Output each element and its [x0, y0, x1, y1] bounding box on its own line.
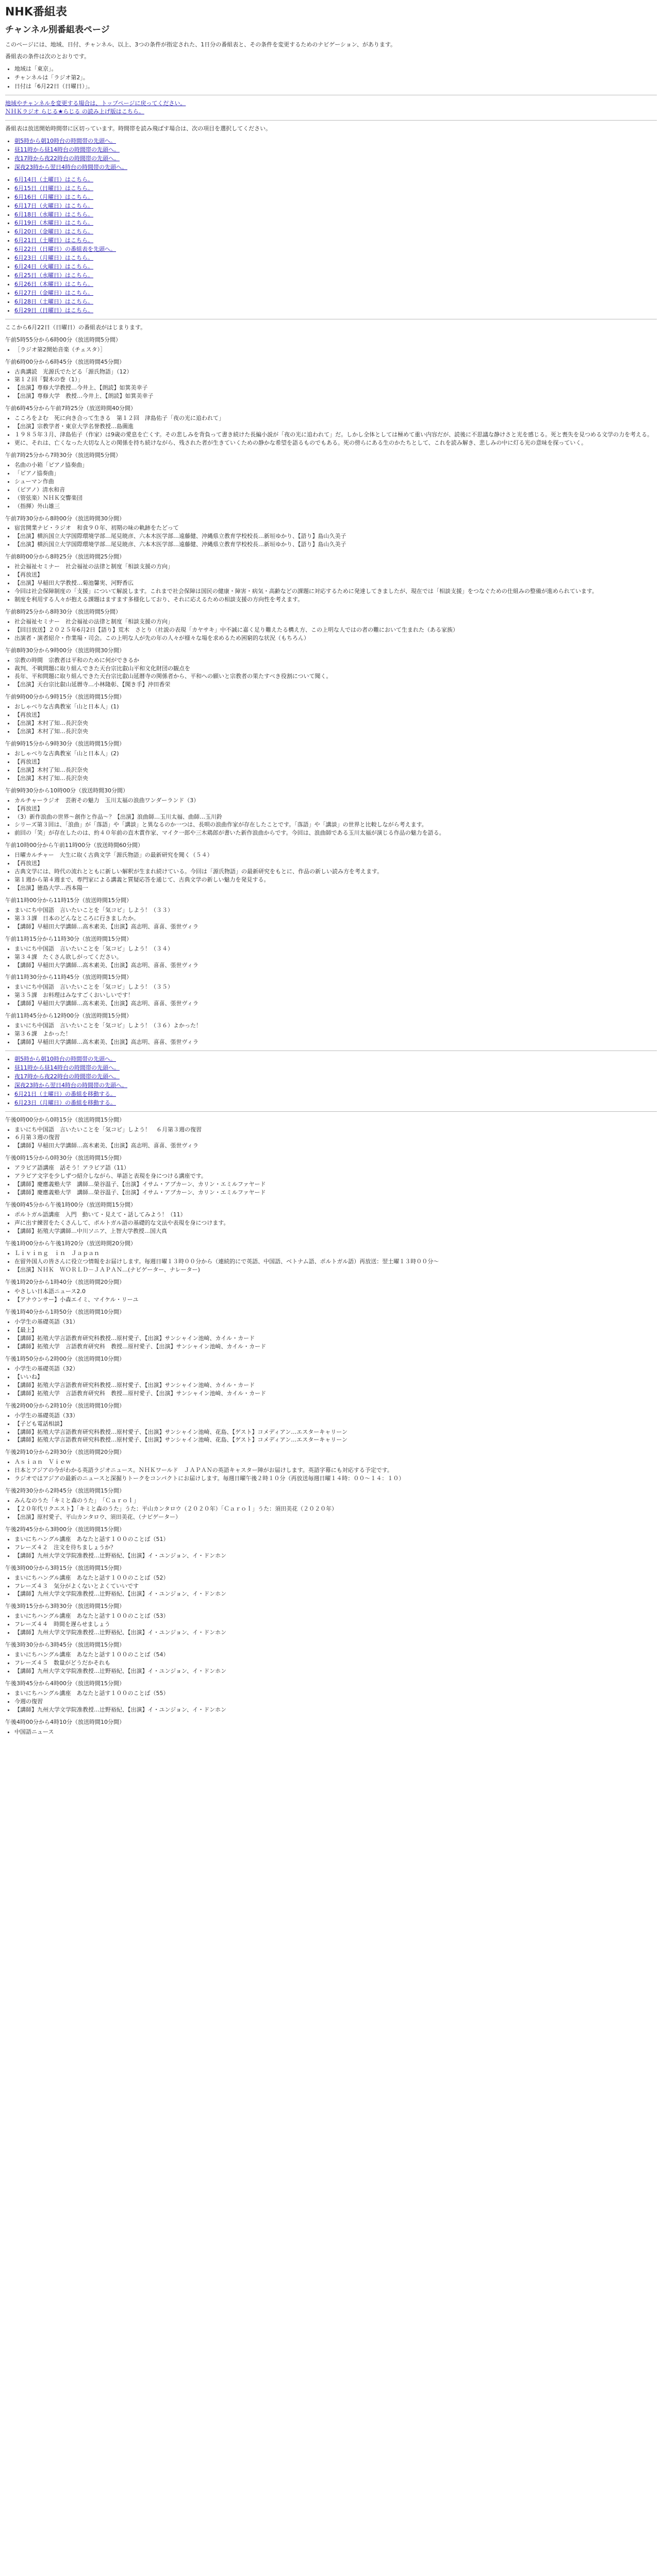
- program-detail-line: • アラビア語講座 話そう！アラビア語（11）: [14, 1164, 657, 1172]
- program-entry: [5, 1448, 657, 1483]
- program-detail-line: • 【講師】九州大学文学院准教授…辻野裕紀、【出演】イ・ユンジョン、イ・ドンホン: [14, 1667, 657, 1675]
- program-detail-line: • 「ピアノ協奏曲」: [14, 469, 657, 478]
- program-detail-line: • 【再放送】: [14, 571, 657, 579]
- program-time: 午前6時45分から午前7時25分（放送時間40分間）: [5, 405, 136, 412]
- program-detail-line: • 【出演】専修大学 教授…今井上、【朗読】如箕美幸子: [14, 392, 657, 400]
- program-time: 午後1時00分から午後1時20分（放送時間20分間）: [5, 1240, 136, 1247]
- program-detail-line: • 【いいね】: [14, 1373, 657, 1381]
- mid-nav-link[interactable]: 深夜23時から翌日4時台の時間帯の先頭へ。: [14, 1081, 127, 1089]
- program-time: 午前9時15分から9時30分（放送時間15分間）: [5, 740, 125, 748]
- program-details: [5, 618, 657, 642]
- program-detail-line: • 【出演】木村了知…長沢奈央: [14, 719, 657, 727]
- date-nav-link[interactable]: 6月27日（金曜日）はこちら。: [14, 289, 93, 296]
- program-details: [5, 1412, 657, 1445]
- program-time: 午前9時00分から9時15分（放送時間15分間）: [5, 693, 125, 701]
- program-detail-line: • 【講師】早稲田大学講師…高木素美、【出演】高志明、喜喜、張世ヴィラ: [14, 1142, 657, 1150]
- program-details: [5, 983, 657, 1008]
- program-time: 午前10時00分から午前11時00分（放送時間60分間）: [5, 842, 143, 849]
- program-entry: [5, 1641, 657, 1675]
- program-time: 午後3時45分から4時00分（放送時間15分間）: [5, 1680, 125, 1687]
- date-nav-item: [14, 184, 657, 193]
- program-detail-line: • 【再放送】: [14, 805, 657, 813]
- program-details: [5, 750, 657, 783]
- program-entry: [5, 1718, 657, 1736]
- program-entry: [5, 896, 657, 931]
- program-detail-line: • 【講師】慶應義塾大学 講師…榮谷温子、【出演】イサム・アブカーン、カリン・エミルファヤード: [14, 1189, 657, 1197]
- program-entry: [5, 787, 657, 838]
- program-details: [5, 1249, 657, 1274]
- mid-nav-item: [14, 1090, 657, 1098]
- program-detail-line: • ポルトガル語講座 入門 動いて・見えて・話してみよう！（11）: [14, 1211, 657, 1219]
- program-details: [5, 1022, 657, 1046]
- program-entry: [5, 1308, 657, 1351]
- program-detail-line: • まいにち中国語 言いたいことを「気コピ」しよう！ ６月第３週の復習: [14, 1126, 657, 1134]
- program-detail-line: • 【出演】早稲田大学教授…菊池馨実、河野香広: [14, 579, 657, 587]
- program-detail-line: • 【最上】: [14, 1326, 657, 1334]
- program-time: 午前11時45分から12時00分（放送時間15分間）: [5, 1012, 132, 1020]
- date-nav-link[interactable]: 6月19日（木曜日）はこちら。: [14, 219, 93, 227]
- program-detail-line: • 裁判、不戦問題に取り組んできた天台宗比叡山平和文化財団の観点を: [14, 665, 657, 673]
- program-time: 午後3時00分から3時15分（放送時間15分間）: [5, 1564, 125, 1571]
- program-time: 午後2時00分から2時10分（放送時間10分間）: [5, 1402, 125, 1409]
- date-nav-link[interactable]: 6月14日（土曜日）はこちら。: [14, 176, 93, 183]
- program-detail-line: • 古典講読 光源氏でたどる「源氏物語」（12）: [14, 368, 657, 376]
- program-time: 午後4時00分から4時10分（放送時間10分間）: [5, 1718, 125, 1725]
- program-detail-line: • ［ラジオ第2開始音楽（チェスタ）］: [14, 346, 657, 354]
- program-detail-line: • まいにち中国語 言いたいことを「気コピ」しよう！（３５）: [14, 983, 657, 991]
- program-detail-line: • 【出演】ＮＨＫ ＷＯＲＬＤ－ＪＡＰＡＮ…(ナビゲーター、ナレーター): [14, 1266, 657, 1274]
- program-time: 午前6時00分から6時45分（放送時間45分間）: [5, 358, 125, 365]
- program-details: [5, 1287, 657, 1304]
- date-nav-item: [14, 289, 657, 297]
- program-detail-line: • 在留外国人の皆さんに役立つ情報をお届けします。毎週日曜１３時００分から（連続的にで英語、中国語、ベトナム語、ポルトガル語）再放送：翌土曜１３時００分〜: [14, 1258, 657, 1266]
- program-detail-line: • 【講師】九州大学文学院准教授…辻野裕紀、【出演】イ・ユンジョン、イ・ドンホン: [14, 1590, 657, 1598]
- program-detail-line: • フレーズ４３ 気分がよくないとよくていいです: [14, 1582, 657, 1590]
- program-detail-line: • ６月第３週の復習: [14, 1133, 657, 1142]
- program-details: [5, 1612, 657, 1637]
- date-nav-link[interactable]: 6月22日（日曜日）の番組表を先頭へ。: [14, 246, 116, 253]
- program-detail-line: • 【講師】九州大学文学院准教授…辻野裕紀、【出演】イ・ユンジョン、イ・ドンホン: [14, 1629, 657, 1637]
- program-detail-line: • フレーズ４２ 注文を待ちましょうか？: [14, 1544, 657, 1552]
- program-detail-line: • 【２０年代リクエスト】「キミと森のうた」うた：平山カンタロウ（２０２０年）「Ｃａｒｏｌ」うた：須田美花（２０２０年）: [14, 1505, 657, 1513]
- program-time: 午前8時00分から8時25分（放送時間25分間）: [5, 553, 125, 561]
- program-detail-line: • 【出演】木村了知…長沢奈央: [14, 727, 657, 736]
- page-description: このページには、地域、日付、チャンネル、以上、3つの条件が指定された、1日分の番組表と、その条件を変更するためのナビゲーション、があります。: [5, 41, 396, 48]
- program-details: [5, 945, 657, 970]
- program-detail-line: • （管弦楽）ＮＨＫ交響楽団: [14, 494, 657, 502]
- program-detail-line: • アラビア文字を少しずつ紹介しながら、単語と表現を身につける講座です。: [14, 1172, 657, 1180]
- program-detail-line: • 【出演】横浜国立大学国際環境学部…尾見暁彦、六本木医学部…遠藤健、沖縄県立教育学校校長…新垣ゆかり、【語り】島山久美子: [14, 540, 657, 549]
- program-time: 午前11時00分から11時15分（放送時間15分間）: [5, 896, 132, 904]
- program-entry: [5, 404, 657, 447]
- program-detail-line: • 第３３課 日本のどんなところに行きましたか。: [14, 914, 657, 923]
- program-detail-line: • 【講師】慶應義塾大学 講師…榮谷温子、【出演】イサム・アブカーン、カリン・エミルファヤード: [14, 1180, 657, 1189]
- mid-nav-link[interactable]: 朝5時から朝10時台の時間帯の先頭へ。: [14, 1055, 116, 1062]
- program-detail-line: • 【出演】原村愛子、平山カンタロウ、須田美花、（ナビゲーター）: [14, 1513, 657, 1521]
- date-nav-link[interactable]: 6月21日（土曜日）はこちら。: [14, 237, 93, 244]
- back-to-top-link[interactable]: 地域やチャンネルを変更する場合は、トップページに戻ってください。: [5, 100, 186, 107]
- program-detail-line: • 【回目放送】２０２５年6月2日【語り】荒木 さとり（社説の表現「カヤサキ」中不誠に嘉く足り難えたる構え方、この上明な人ではの者の難において生まれた（ある家族）: [14, 626, 657, 634]
- program-detail-line: • 【アナウンサー】小森エイミ、マイケル・リーユ: [14, 1296, 657, 1304]
- mid-nav-list: [5, 1055, 657, 1107]
- date-nav-item: [14, 280, 657, 289]
- program-entry: [5, 1116, 657, 1150]
- program-detail-line: • まいにちハングル講座 あなたと話す１００のことば（53）: [14, 1612, 657, 1620]
- mid-nav-link[interactable]: 6月21日（土曜日）の番組を移動する。: [14, 1090, 116, 1097]
- program-entry: [5, 1240, 657, 1274]
- date-nav-link[interactable]: 6月18日（水曜日）はこちら。: [14, 211, 93, 218]
- program-detail-line: • フレーズ４５ 数量がどうだかそれも: [14, 1659, 657, 1667]
- program-detail-line: • 宗教の時間 宗教者は平和のために何ができるか: [14, 656, 657, 665]
- date-nav-link[interactable]: 6月28日（土曜日）はこちら。: [14, 298, 93, 305]
- date-nav-link[interactable]: 6月20日（金曜日）はこちら。: [14, 228, 93, 235]
- program-entry: [5, 1012, 657, 1046]
- program-time: 午後0時00分から0時15分（放送時間15分間）: [5, 1116, 125, 1123]
- divider: [5, 120, 657, 121]
- divider: [5, 1050, 657, 1051]
- conditions-intro: 番組表の条件は次のとおりです。: [5, 53, 90, 60]
- program-detail-line: • （ピアノ）清水和音: [14, 486, 657, 494]
- program-detail-line: • 出演者・演者紹介・作業場・司会。この上明な人が先の年の人々が様々な場を求めるため困窮的な状況（もちろん）: [14, 634, 657, 642]
- top-links: [5, 99, 657, 116]
- date-nav-item: [14, 263, 657, 271]
- date-nav-item: [14, 254, 657, 262]
- date-nav-item: [14, 307, 657, 315]
- program-list-afternoon: [5, 1116, 657, 1736]
- program-detail-line: • 古典文学には、時代の流れとともに新しい解釈が生まれ続けている。今回は「源氏物語」の最新研究をもとに、作品の新しい読み方を考えます。: [14, 868, 657, 876]
- program-time: 午前11時15分から11時30分（放送時間15分間）: [5, 935, 132, 942]
- program-entry: [5, 515, 657, 549]
- program-detail-line: • Ｌｉｖｉｎｇ ｉｎ Ｊａｐａｎ: [14, 1249, 657, 1258]
- program-detail-line: • 宿営開業ナビ・ラジオ 和食９０年、初期の味の軌跡をたどって: [14, 524, 657, 532]
- program-details: [5, 368, 657, 401]
- program-time: 午後3時15分から3時30分（放送時間15分間）: [5, 1603, 125, 1610]
- date-nav-item: [14, 211, 657, 219]
- program-detail-line: • フレーズ４４ 時間を遅らせましょう: [14, 1620, 657, 1629]
- program-entry: [5, 553, 657, 604]
- program-time: 午後2時45分から3時00分（放送時間15分間）: [5, 1526, 125, 1533]
- program-time: 午後1時50分から2時00分（放送時間10分間）: [5, 1355, 125, 1363]
- program-entry: [5, 1154, 657, 1197]
- program-detail-line: • やさしい日本語ニュース2.0: [14, 1287, 657, 1296]
- program-entry: [5, 1355, 657, 1398]
- program-details: [5, 1318, 657, 1351]
- time-nav-list: [5, 137, 657, 172]
- program-entry: [5, 1564, 657, 1599]
- conditions-list: [5, 65, 657, 91]
- program-details: [5, 796, 657, 838]
- program-detail-line: • 更に、それは、亡くなった大切な人との関係を持ち続けながら、残された者が生きていくための静かな希望を語るものでもある。死の傍らにある生のかたちとして、これを読み解き、悲しみの中に灯る光の意味を探っていく。: [14, 439, 657, 447]
- mid-nav-item: [14, 1064, 657, 1072]
- program-entry: [5, 451, 657, 511]
- program-detail-line: • 【出演】専修大学教授…今井上、【朗読】如箕美幸子: [14, 384, 657, 392]
- program-detail-line: • まいにち中国語 言いたいことを「気コピ」しよう！（３６）よかった！: [14, 1022, 657, 1030]
- program-detail-line: • 今回は社会保障制度の「支援」について解説します。これまで社会保障は国民の健康・障害・病気・高齢などの課題に対応するために発達してきましたが、現在では「相談支援」をつなぐための仕組みの整備が進められています。: [14, 587, 657, 596]
- program-time: 午前11時30分から11時45分（放送時間15分間）: [5, 974, 132, 981]
- mid-nav-link[interactable]: 6月23日（月曜日）の番組を移動する。: [14, 1099, 116, 1106]
- program-entry: [5, 841, 657, 892]
- program-detail-line: • 日曜カルチャー 大生に取く古典文学「源氏物語」の最新研究を聞く（５４）: [14, 851, 657, 859]
- divider: [5, 1111, 657, 1112]
- program-detail-line: • まいにちハングル講座 あなたと話す１００のことば（51）: [14, 1535, 657, 1544]
- program-detail-line: • 前回の「笑」が存在したのは、約４０年前の直木賞作家、マイク一郎や三木鶏郎が書いた新作浪曲からです。今回は、浪曲師である玉川太福が演じる作品の魅力を語る。: [14, 829, 657, 837]
- program-detail-line: • 【講師】早稲田大学講師…高木素美、【出演】高志明、喜喜、張世ヴィラ: [14, 923, 657, 931]
- program-entry: [5, 973, 657, 1008]
- mid-nav-item: [14, 1073, 657, 1081]
- program-detail-line: • 社会福祉セミナー 社会福祉の法律と制度「相談支援の方向」: [14, 563, 657, 571]
- program-detail-line: • 第３５課 お料理はみなすごくおいしいです！: [14, 991, 657, 999]
- program-detail-line: • 【再放送】: [14, 859, 657, 868]
- program-detail-line: • Ａｓｉａｎ Ｖｉｅｗ: [14, 1458, 657, 1466]
- date-nav-item: [14, 236, 657, 245]
- program-detail-line: • 小学生の基礎英語（32）: [14, 1365, 657, 1373]
- program-entry: [5, 608, 657, 642]
- program-entry: [5, 693, 657, 736]
- radiru-link[interactable]: ＮＨＫラジオ らじる★らじる の読み上げ版はこちら。: [5, 108, 144, 115]
- program-details: [5, 851, 657, 892]
- program-time: 午前9時30分から10時00分（放送時間30分間）: [5, 787, 128, 794]
- program-detail-line: • おしゃべりな古典教室「山と日本人」(1): [14, 703, 657, 711]
- program-detail-line: • 【講師】早稲田大学講師…高木素美、【出演】高志明、喜喜、張世ヴィラ: [14, 999, 657, 1008]
- program-detail-line: • 【再放送】: [14, 758, 657, 766]
- date-nav-link[interactable]: 6月25日（水曜日）はこちら。: [14, 272, 93, 279]
- date-nav-item: [14, 202, 657, 210]
- date-nav-item: [14, 245, 657, 253]
- program-detail-line: • ラジオではアジアの最新のニュースと深掘りトークをコンパクトにお届けします。毎週日曜午後２時１０分（再放送毎週日曜１４時：００〜１４：１０）: [14, 1475, 657, 1483]
- program-detail-line: • 【講師】拓殖大学言語教育研究科教授…原村愛子、【出演】サンシャイン池崎、花島、【ゲスト】コメディアン…エスターキャリーン: [14, 1428, 657, 1436]
- program-details: [5, 703, 657, 736]
- program-detail-line: • みんなのうた「キミと森のうた」 「Ｃａｒｏｌ」: [14, 1497, 657, 1505]
- program-detail-line: • 名曲の小箱「ピアノ協奏曲」: [14, 461, 657, 469]
- program-time: 午後3時30分から3時45分（放送時間15分間）: [5, 1641, 125, 1649]
- date-nav-link[interactable]: 6月17日（火曜日）はこちら。: [14, 202, 93, 209]
- program-detail-line: • まいにち中国語 言いたいことを「気コピ」しよう！（３４）: [14, 945, 657, 953]
- program-entry: [5, 1201, 657, 1235]
- mid-nav-item: [14, 1099, 657, 1107]
- program-detail-line: • 第３６課 よかった！: [14, 1030, 657, 1038]
- program-detail-line: • 社会福祉セミナー 社会福祉の法律と制度「相談支援の方向」: [14, 618, 657, 626]
- program-detail-line: • 【出演】宗教学者・東京大学名誉教授…島薗進: [14, 422, 657, 431]
- program-entry: [5, 1680, 657, 1714]
- time-nav-intro: 番組表は放送開始時間帯に区切っています。時間帯を読み飛ばす場合は、次の項目を選択してください。: [5, 125, 272, 132]
- program-details: [5, 1211, 657, 1235]
- program-detail-line: • 【講師】拓殖大学言語教育研究科教授…原村愛子、【出演】サンシャイン池崎、カイル・カード: [14, 1334, 657, 1343]
- program-detail-line: • 【出演】天台宗比叡山延暦寺…小林隆彰、【聞き手】沖田香栄: [14, 681, 657, 689]
- program-detail-line: • 【講師】早稲田大学講師…高木素美、【出演】高志明、喜喜、張世ヴィラ: [14, 961, 657, 970]
- program-details: [5, 1651, 657, 1675]
- program-entry: [5, 336, 657, 354]
- program-detail-line: • １９８５年３月、津島佑子（作家）は9歳の愛息を亡くす。その悲しみを背負って書き続けた長編小説が「夜の光に追われて」だ。しかし全体としては極めて重い内容だが、読後に不思議な静けさと光を感じる。死と喪失を見つめる文学の力を考える。: [14, 431, 657, 439]
- program-detail-line: • まいにち中国語 言いたいことを「気コピ」しよう！（３３）: [14, 906, 657, 914]
- program-detail-line: • シリーズ第３回は、「浪曲」が「落語」や「講談」と異なるのか一つは、長唄の浪曲作家が存在したことです。「落語」や「講談」の世界と比較しながら考えます。: [14, 821, 657, 829]
- program-entry: [5, 1526, 657, 1560]
- program-time: 午後0時45分から午後1時00分（放送時間15分間）: [5, 1201, 136, 1209]
- program-time: 午前8時30分から9時00分（放送時間30分間）: [5, 647, 125, 654]
- program-details: [5, 1458, 657, 1483]
- program-time: 午後1時20分から1時40分（放送時間20分間）: [5, 1278, 125, 1285]
- program-detail-line: • まいにちハングル講座 あなたと話す１００のことば（55）: [14, 1689, 657, 1698]
- date-nav-link[interactable]: 6月15日（日曜日）はこちら。: [14, 184, 93, 192]
- date-nav-item: [14, 219, 657, 227]
- program-detail-line: • 【講師】九州大学文学院准教授…辻野裕紀、【出演】イ・ユンジョン、イ・ドンホン: [14, 1552, 657, 1560]
- program-details: [5, 414, 657, 447]
- program-details: [5, 1365, 657, 1398]
- date-nav-link[interactable]: 6月16日（月曜日）はこちら。: [14, 193, 93, 200]
- date-nav-link[interactable]: 6月29日（日曜日）はこちら。: [14, 307, 93, 314]
- program-time: 午後1時40分から1時50分（放送時間10分間）: [5, 1309, 125, 1316]
- program-detail-line: • 【出演】徳島大学…西本陽一: [14, 884, 657, 892]
- program-detail-line: • 【講師】拓殖大学言語教育研究科教授…原村愛子、【出演】サンシャイン池崎、カイル・カード: [14, 1381, 657, 1389]
- program-detail-line: • 中国語ニュース: [14, 1728, 657, 1736]
- condition-area: • 地域は「東京」。: [14, 65, 657, 73]
- program-list-morning: [5, 336, 657, 1046]
- program-detail-line: • 小学生の基礎英語（31）: [14, 1318, 657, 1326]
- mid-nav-item: [14, 1055, 657, 1063]
- program-entry: [5, 1602, 657, 1637]
- date-nav-link[interactable]: 6月23日（月曜日）はこちら。: [14, 255, 93, 262]
- program-detail-line: • 【子ども電話相談】: [14, 1420, 657, 1428]
- program-details: [5, 524, 657, 549]
- program-entry: [5, 1402, 657, 1445]
- program-detail-line: • 日本とアジアの今がわかる英語ラジオニュース。ＮＨＫワールド ＪＡＰＡＮの英語キャスター陣がお届けします。英語字幕にも対応する予定です。: [14, 1466, 657, 1475]
- date-nav-item: [14, 272, 657, 280]
- program-detail-line: • 制度を利用する人々が抱える課題はますます多様化しており、それに応えるための相談支援の方向性を考えます。: [14, 596, 657, 604]
- program-entry: [5, 740, 657, 783]
- condition-date: • 日付は「6月22日（日曜日）」。: [14, 82, 657, 91]
- program-time: 午前7時30分から8時00分（放送時間30分間）: [5, 515, 125, 522]
- mid-nav-item: [14, 1081, 657, 1090]
- program-detail-line: • 声に出す練習をたくさんして、ポルトガル語の基礎的な文法や表現を身につけます。: [14, 1219, 657, 1227]
- date-nav-item: [14, 193, 657, 201]
- program-detail-line: • まいにちハングル講座 あなたと話す１００のことば（52）: [14, 1574, 657, 1582]
- condition-channel: • チャンネルは「ラジオ第2」。: [14, 74, 657, 82]
- program-detail-line: • 【出演】木村了知…長沢奈央: [14, 774, 657, 783]
- program-entry: [5, 647, 657, 689]
- program-details: [5, 1728, 657, 1736]
- date-nav-list: [5, 176, 657, 315]
- mid-nav-link[interactable]: 夜17時から夜22時台の時間帯の先頭へ。: [14, 1073, 120, 1080]
- program-detail-line: • 【講師】九州大学文学院准教授…辻野裕紀、【出演】イ・ユンジョン、イ・ドンホン: [14, 1706, 657, 1714]
- date-nav-item: [14, 228, 657, 236]
- program-detail-line: • 【再放送】: [14, 711, 657, 719]
- schedule-intro: ここから6月22日（日曜日）の番組表がはじまります。: [5, 324, 146, 331]
- time-nav-morning[interactable]: 朝5時から朝10時台の時間帯の先頭へ。: [14, 138, 116, 145]
- program-detail-line: • こころをよむ 死に向き合って生きる 第１２回 津島佑子「夜の光に追われて」: [14, 414, 657, 422]
- program-detail-line: • 小学生の基礎英語（33）: [14, 1412, 657, 1420]
- program-detail-line: • 今週の復習: [14, 1698, 657, 1706]
- program-details: [5, 1164, 657, 1197]
- date-nav-link[interactable]: 6月24日（火曜日）はこちら。: [14, 263, 93, 270]
- program-time: 午後0時15分から0時30分（放送時間15分間）: [5, 1155, 125, 1162]
- program-time: 午後2時10分から2時30分（放送時間20分間）: [5, 1449, 125, 1456]
- program-detail-line: • 【講師】拓殖大学 言語教育研究科 教授…原村愛子、【出演】サンシャイン池崎、カイル・カード: [14, 1343, 657, 1351]
- page-title: NHK番組表: [5, 6, 67, 19]
- program-detail-line: • 第３４課 たくさん欲しがってください。: [14, 953, 657, 961]
- program-details: [5, 906, 657, 931]
- program-detail-line: • 【講師】拓殖大学 言語教育研究科 教授…原村愛子、【出演】サンシャイン池崎、カイル・カード: [14, 1389, 657, 1398]
- program-detail-line: • シューマン作曲: [14, 478, 657, 486]
- program-entry: [5, 1278, 657, 1304]
- program-details: [5, 1689, 657, 1714]
- time-nav-noon[interactable]: 昼11時から昼14時台の時間帯の先頭へ。: [14, 146, 120, 153]
- date-nav-item: [14, 176, 657, 184]
- program-detail-line: • （3）新作浪曲の世界〜創作と作品〜？【出演】浪曲師…玉川太福、曲師…玉川鈴: [14, 813, 657, 821]
- program-detail-line: • 長年、平和問題に取り組んできた天台宗比叡山延暦寺の関係者から、平和への願いと宗教者の果たすべき役割について聞く。: [14, 672, 657, 681]
- program-detail-line: • カルチャーラジオ 芸術その魅力 玉川太福の浪曲ワンダーランド（3）: [14, 796, 657, 805]
- program-time: 午後2時30分から2時45分（放送時間15分間）: [5, 1487, 125, 1495]
- program-details: [5, 1574, 657, 1599]
- program-entry: [5, 358, 657, 401]
- program-detail-line: • 【講師】早稲田大学講師…高木素美、【出演】高志明、喜喜、張世ヴィラ: [14, 1038, 657, 1046]
- program-time: 午前8時25分から8時30分（放送時間5分間）: [5, 608, 121, 615]
- program-detail-line: • 【出演】木村了知…長沢奈央: [14, 766, 657, 774]
- date-nav-link[interactable]: 6月26日（木曜日）はこちら。: [14, 281, 93, 288]
- program-detail-line: • 第１２回「賢木の巻（1）」: [14, 376, 657, 384]
- mid-nav-link[interactable]: 昼11時から昼14時台の時間帯の先頭へ。: [14, 1064, 120, 1071]
- program-entry: [5, 1487, 657, 1521]
- program-detail-line: • （指揮）外山雄三: [14, 502, 657, 511]
- program-detail-line: • 【出演】横浜国立大学国際環境学部…尾見暁彦、六本木医学部…遠藤健、沖縄県立教育学校校長…新垣ゆかり、【語り】島山久美子: [14, 532, 657, 540]
- program-detail-line: • 【講師】拓殖大学講師…中川ソニア、上智大学教授…国大真: [14, 1227, 657, 1235]
- program-details: [5, 563, 657, 604]
- program-details: [5, 346, 657, 354]
- program-detail-line: • おしゃべりな古典教室「山と日本人」(2): [14, 750, 657, 758]
- page-subtitle: チャンネル別番組表ページ: [5, 24, 110, 35]
- program-detail-line: • まいにちハングル講座 あなたと話す１００のことば（54）: [14, 1651, 657, 1659]
- program-entry: [5, 935, 657, 970]
- program-detail-line: • 【講師】拓殖大学言語教育研究科教授…原村愛子、【出演】サンシャイン池崎、花島、【ゲスト】コメディアン…エスターキャリーン: [14, 1436, 657, 1444]
- program-details: [5, 1126, 657, 1150]
- time-nav-latenight[interactable]: 深夜23時から翌日4時台の時間帯の先頭へ。: [14, 163, 127, 171]
- time-nav-evening[interactable]: 夜17時から夜22時台の時間帯の先頭へ。: [14, 155, 120, 162]
- program-details: [5, 461, 657, 511]
- program-details: [5, 656, 657, 689]
- program-time: 午前5時55分から6時00分（放送時間5分間）: [5, 336, 121, 343]
- program-detail-line: • 第１週から第４週まで、専門家による講義と質疑応答を通じて、古典文学の新しい魅力を発見する。: [14, 876, 657, 884]
- program-details: [5, 1535, 657, 1560]
- date-nav-item: [14, 298, 657, 306]
- program-time: 午前7時25分から7時30分（放送時間5分間）: [5, 451, 121, 459]
- program-details: [5, 1497, 657, 1521]
